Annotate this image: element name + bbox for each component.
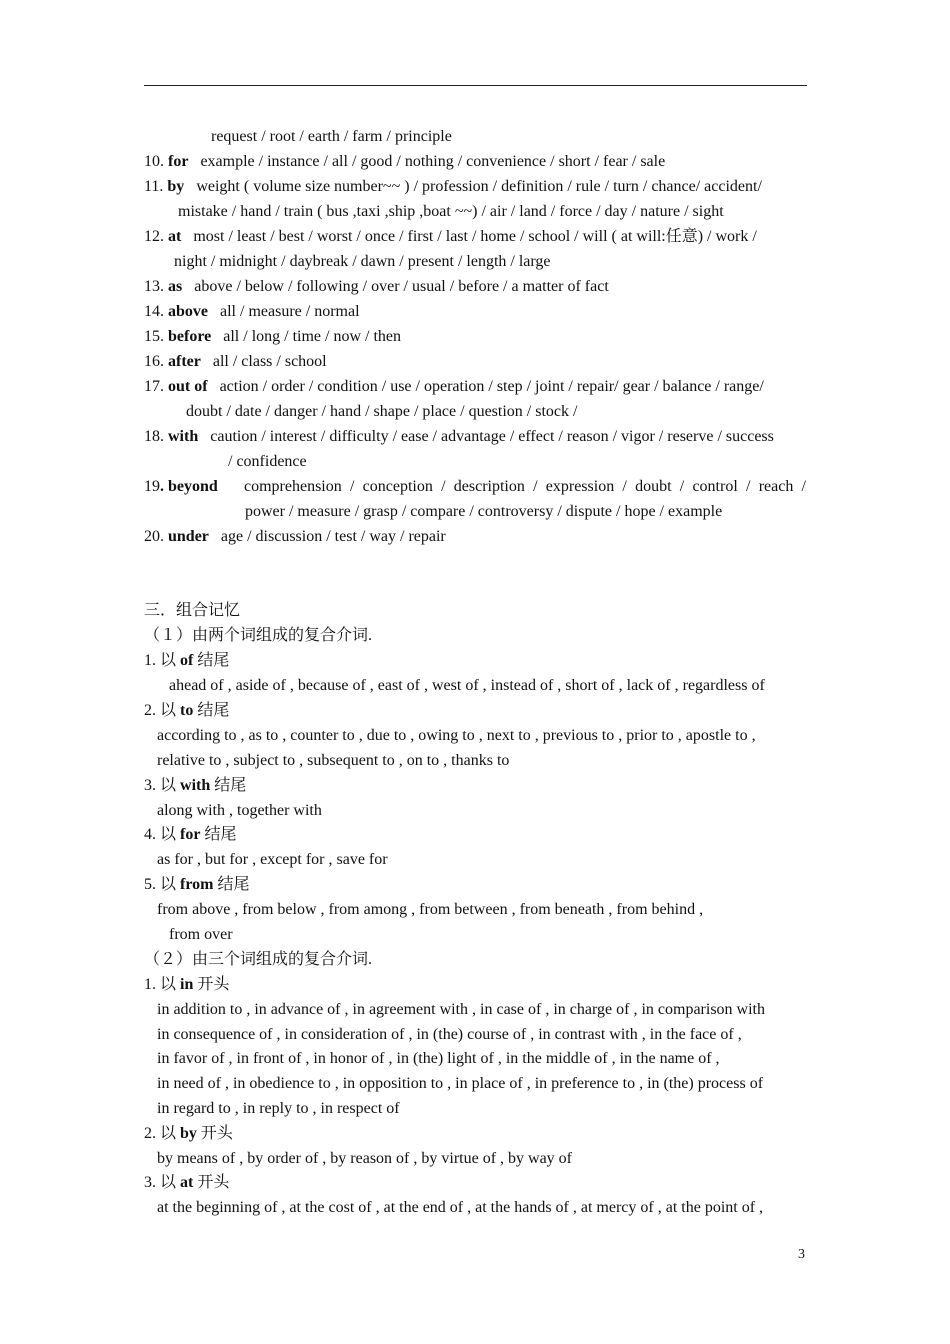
list-item: mistake / hand / train ( bus ,taxi ,ship ,boat ~~) / air / land / force / day / nature / sight [178,203,724,220]
list-item: request / root / earth / farm / principle [211,128,452,145]
section-heading: 三．组合记忆 [144,602,241,619]
list-item: 15. before all / long / time / now / then [144,328,402,345]
keyword: . beyond [160,478,218,495]
list-item: night / midnight / daybreak / dawn / present / length / large [174,253,551,270]
list-heading: 2. 以 to 结尾 [144,702,230,719]
list-item: in need of , in obedience to , in opposition to , in place of , in preference to , in (the) process of [157,1075,764,1092]
list-item: 19. beyond [144,478,218,495]
list-item: ahead of , aside of , because of , east of , west of , instead of , short of , lack of , regardless of [169,677,765,694]
keyword: in [180,976,194,993]
keyword: above [168,303,208,320]
keyword: after [168,353,201,370]
list-item: doubt / date / danger / hand / shape / place / question / stock / [186,403,578,420]
list-heading: 1. 以 in 开头 [144,976,230,993]
list-heading: 4. 以 for 结尾 [144,826,237,843]
keyword: before [168,328,212,345]
list-item: as for , but for , except for , save for [157,851,388,868]
keyword: for [180,826,201,843]
list-item: along with , together with [157,802,322,819]
list-heading: 3. 以 at 开头 [144,1174,230,1191]
list-item: comprehension / conception / description / expression / doubt / control / reach / [244,478,806,495]
keyword: at [180,1174,194,1191]
list-item: 10. for example / instance / all / good / nothing / convenience / short / fear / sale [144,153,666,170]
list-item: relative to , subject to , subsequent to , on to , thanks to [157,752,510,769]
keyword: under [168,528,209,545]
list-item: at the beginning of , at the cost of , at the end of , at the hands of , at mercy of , at the point of , [157,1199,764,1216]
list-item: in addition to , in advance of , in agreement with , in case of , in charge of , in comparison with [157,1001,765,1018]
keyword: of [180,652,194,669]
list-item: in favor of , in front of , in honor of , in (the) light of , in the middle of , in the name of , [157,1050,720,1067]
list-heading: 3. 以 with 结尾 [144,777,247,794]
list-item: 13. as above / below / following / over / usual / before / a matter of fact [144,278,609,295]
list-item: in regard to , in reply to , in respect of [157,1100,400,1117]
list-item: 14. above all / measure / normal [144,303,360,320]
keyword: by [167,178,185,195]
keyword: to [180,702,194,719]
list-item: 17. out of action / order / condition / use / operation / step / joint / repair/ gear / balance / range/ [144,378,764,395]
list-item: 20. under age / discussion / test / way / repair [144,528,446,545]
list-item: by means of , by order of , by reason of , by virtue of , by way of [157,1150,573,1167]
list-item: / confidence [228,453,307,470]
list-item: 18. with caution / interest / difficulty / ease / advantage / effect / reason / vigor / reserve / success [144,428,774,445]
list-heading: 2. 以 by 开头 [144,1125,233,1142]
list-item: 12. at most / least / best / worst / once / first / last / home / school / will ( at will:任意) / work / [144,228,757,245]
list-item: from above , from below , from among , from between , from beneath , from behind , [157,901,704,918]
keyword: for [168,153,189,170]
keyword: at [168,228,182,245]
list-item: 16. after all / class / school [144,353,327,370]
keyword: by [180,1125,197,1142]
subsection-heading: （１）由两个词组成的复合介词. [144,627,373,644]
page-number: 3 [798,1247,805,1262]
keyword: as [168,278,183,295]
subsection-heading: （２）由三个词组成的复合介词. [144,951,373,968]
list-heading: 1. 以 of 结尾 [144,652,230,669]
keyword: from [180,876,214,893]
list-item: power / measure / grasp / compare / controversy / dispute / hope / example [245,503,723,520]
header-rule [144,85,807,86]
keyword: out of [168,378,208,395]
keyword: with [168,428,199,445]
keyword: with [180,777,211,794]
list-item: from over [169,926,233,943]
list-item: 11. by weight ( volume size number~~ ) / profession / definition / rule / turn / chance/ accident/ [144,178,762,195]
list-item: in consequence of , in consideration of , in (the) course of , in contrast with , in the face of , [157,1026,742,1043]
list-heading: 5. 以 from 结尾 [144,876,250,893]
list-item: according to , as to , counter to , due to , owing to , next to , previous to , prior to , apostle to , [157,727,756,744]
